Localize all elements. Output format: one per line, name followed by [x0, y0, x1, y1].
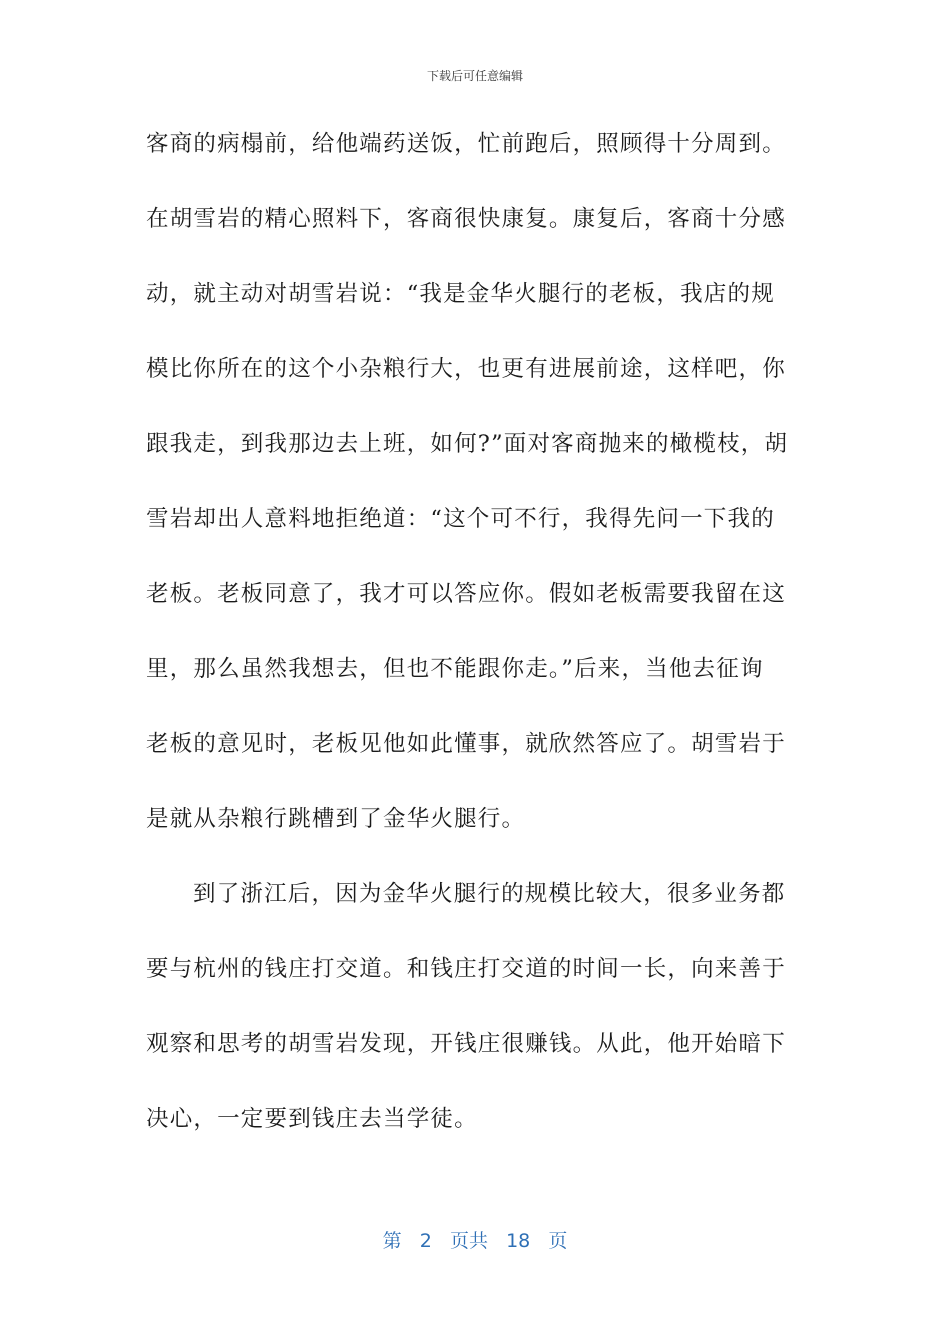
text-line: 动，就主动对胡雪岩说：“我是金华火腿行的老板，我店的规: [146, 281, 775, 307]
footer-suffix: 页: [548, 1230, 568, 1252]
text-line: 跟我走，到我那边去上班，如何?”面对客商抛来的橄榄枝，胡: [146, 431, 789, 457]
text-line: 老板。老板同意了，我才可以答应你。假如老板需要我留在这: [146, 581, 786, 607]
footer-page-number: 2: [419, 1230, 432, 1252]
text-line: 要与杭州的钱庄打交道。和钱庄打交道的时间一长，向来善于: [146, 956, 786, 982]
paragraph-first-line: 到了浙江后，因为金华火腿行的规模比较大，很多业务都: [193, 881, 786, 907]
text-line: 里，那么虽然我想去，但也不能跟你走。”后来，当他去征询: [146, 656, 764, 682]
text-line: 老板的意见时，老板见他如此懂事，就欣然答应了。胡雪岩于: [146, 731, 786, 757]
page-header: 下载后可任意编辑: [426, 69, 523, 83]
page-footer: [0, 1226, 950, 1253]
text-line: 在胡雪岩的精心照料下，客商很快康复。康复后，客商十分感: [146, 206, 786, 232]
text-line: 是就从杂粮行跳槽到了金华火腿行。: [146, 806, 526, 832]
text-line: 客商的病榻前，给他端药送饭，忙前跑后，照顾得十分周到。: [146, 131, 786, 157]
footer-middle: 页共: [449, 1230, 488, 1252]
text-line: 观察和思考的胡雪岩发现，开钱庄很赚钱。从此，他开始暗下: [146, 1031, 786, 1057]
text-line: 决心，一定要到钱庄去当学徒。: [146, 1106, 478, 1132]
footer-total-pages: 18: [506, 1230, 531, 1252]
text-line: 模比你所在的这个小杂粮行大，也更有进展前途，这样吧，你: [146, 356, 786, 382]
footer-prefix: 第: [382, 1230, 402, 1252]
text-line: 雪岩却出人意料地拒绝道：“这个可不行，我得先问一下我的: [146, 506, 775, 532]
